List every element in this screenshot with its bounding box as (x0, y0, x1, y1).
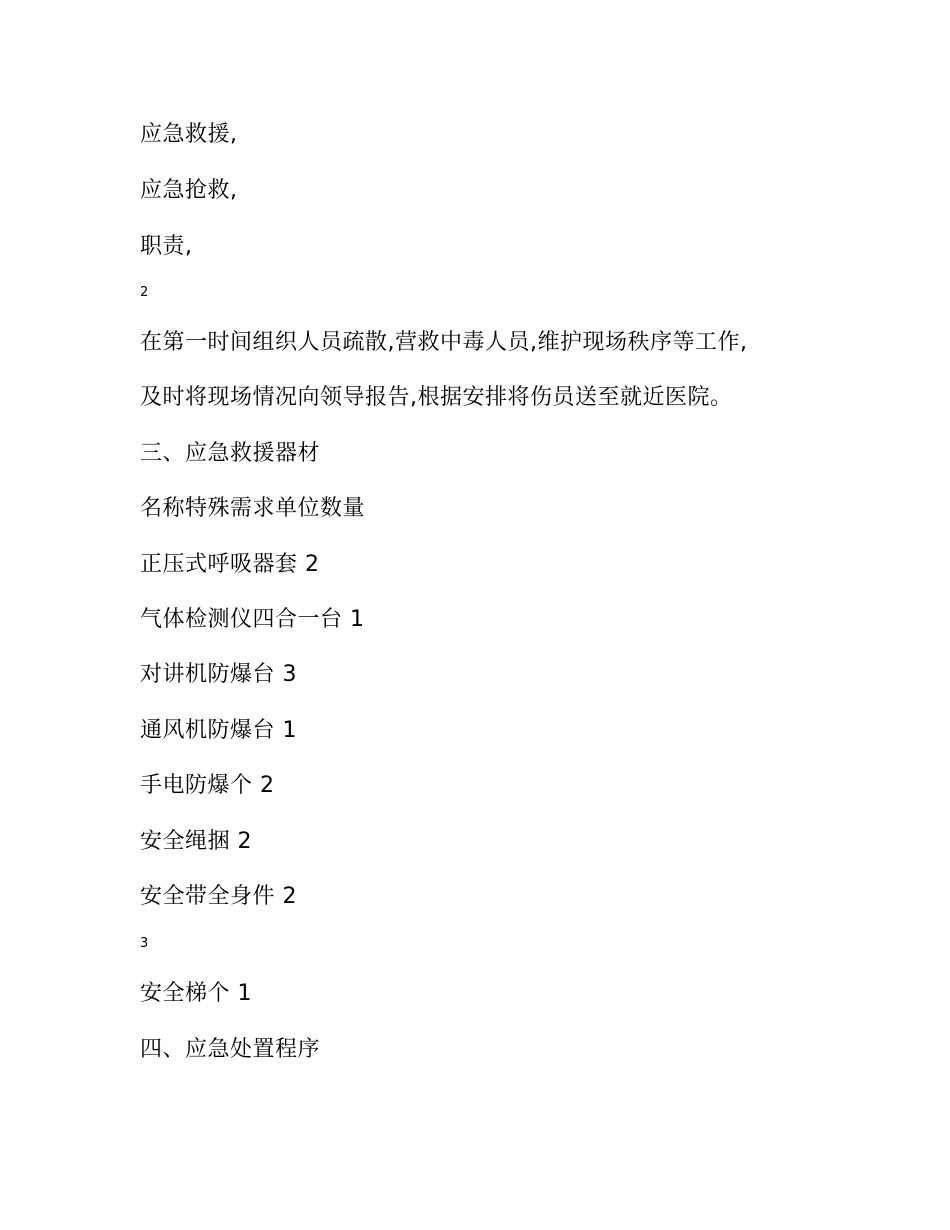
equipment-item-gas-detector: 气体检测仪四合一台 1 (140, 607, 365, 632)
equipment-item-respirator: 正压式呼吸器套 2 (140, 552, 320, 577)
equipment-item-walkie-talkie: 对讲机防爆台 3 (140, 662, 297, 687)
page-number-2: 2 (140, 285, 149, 300)
section-heading-equipment: 三、应急救援器材 (140, 441, 321, 466)
equipment-item-safety-ladder: 安全梯个 1 (140, 981, 252, 1006)
text-line-emergency-rescue: 应急救援, (140, 122, 238, 147)
equipment-item-flashlight: 手电防爆个 2 (140, 773, 275, 798)
equipment-item-safety-harness: 安全带全身件 2 (140, 884, 297, 909)
text-line-report: 及时将现场情况向领导报告,根据安排将伤员送至就近医院。 (140, 385, 733, 410)
equipment-item-safety-rope: 安全绳捆 2 (140, 829, 252, 854)
section-heading-procedure: 四、应急处置程序 (140, 1037, 321, 1062)
text-line-evacuation: 在第一时间组织人员疏散,营救中毒人员,维护现场秩序等工作, (140, 330, 748, 355)
text-line-duties: 职责, (140, 234, 193, 259)
equipment-table-header: 名称特殊需求单位数量 (140, 496, 366, 521)
text-line-emergency-first-aid: 应急抢救, (140, 178, 238, 203)
equipment-item-ventilator: 通风机防爆台 1 (140, 718, 297, 743)
page-number-3: 3 (140, 936, 149, 951)
